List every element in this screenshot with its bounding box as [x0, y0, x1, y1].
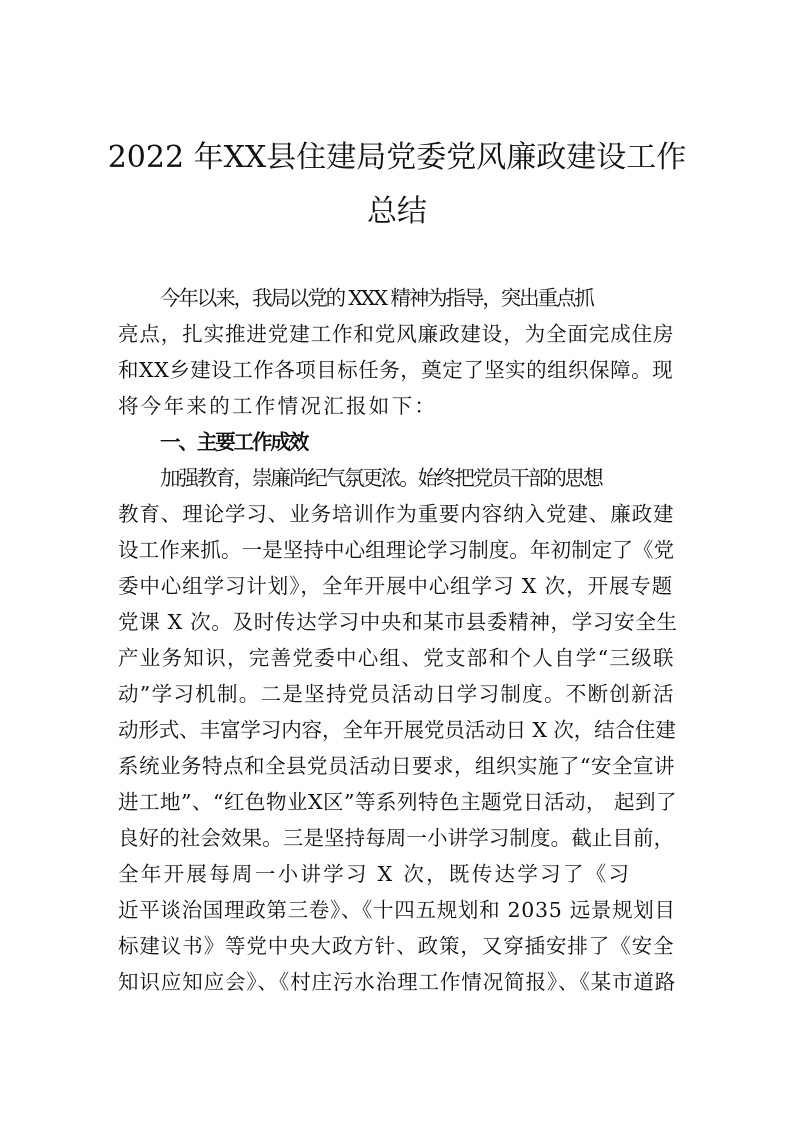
paragraph-line: 和XX乡建设工作各项目标任务，奠定了坚实的组织保障。现: [118, 358, 674, 382]
paragraph-line: 动”学习机制。二是坚持党员活动日学习制度。不断创新活: [118, 682, 675, 706]
paragraph-line: 近平谈治国理政第三卷》、《十四五规划和 2035 远景规划目: [118, 898, 676, 922]
paragraph-line: 产业务知识，完善党委中心组、党支部和个人自学“三级联: [118, 646, 675, 670]
paragraph-line: 标建议书》等党中央大政方针、政策，又穿插安排了《安全: [118, 934, 675, 958]
document-title-line-1: 2022 年XX县住建局党委党风廉政建设工作: [107, 140, 687, 175]
paragraph-line: 党课 X 次。及时传达学习中央和某市县委精神，学习安全生: [118, 610, 678, 634]
paragraph-line: 将今年来的工作情况汇报如下：: [118, 394, 438, 418]
paragraph-line: 全年开展每周一小讲学习 X 次，既传达学习了《习: [118, 862, 632, 886]
paragraph-line: 进工地”、“红色物业X区”等系列特色主题党日活动， 起到了: [118, 790, 678, 814]
document-title-line-2: 总结: [367, 194, 427, 229]
paragraph-line: 委中心组学习计划》，全年开展中心组学习 X 次，开展专题: [118, 574, 674, 598]
paragraph-line: 系统业务特点和全县党员活动日要求，组织实施了“安全宣讲: [118, 754, 675, 778]
paragraph-line: 加强教育，崇廉尚纪气氛更浓。始终把党员干部的思想: [160, 466, 602, 490]
paragraph-line: 教育、理论学习、业务培训作为重要内容纳入党建、廉政建: [118, 502, 675, 526]
paragraph-line: 知识应知应会》、《村庄污水治理工作情况简报》、《某市道路: [118, 970, 677, 994]
section-heading: 一、主要工作成效: [160, 430, 308, 454]
paragraph-line: 今年以来，我局以党的 XXX 精神为指导，突出重点抓: [160, 286, 593, 310]
paragraph-line: 设工作来抓。一是坚持中心组理论学习制度。年初制定了《党: [118, 538, 675, 562]
paragraph-line: 动形式、丰富学习内容，全年开展党员活动日 X 次，结合住建: [118, 718, 676, 742]
paragraph-line: 良好的社会效果。三是坚持每周一小讲学习制度。截止目前，: [118, 826, 675, 850]
paragraph-line: 亮点，扎实推进党建工作和党风廉政建设，为全面完成住房: [118, 322, 675, 346]
